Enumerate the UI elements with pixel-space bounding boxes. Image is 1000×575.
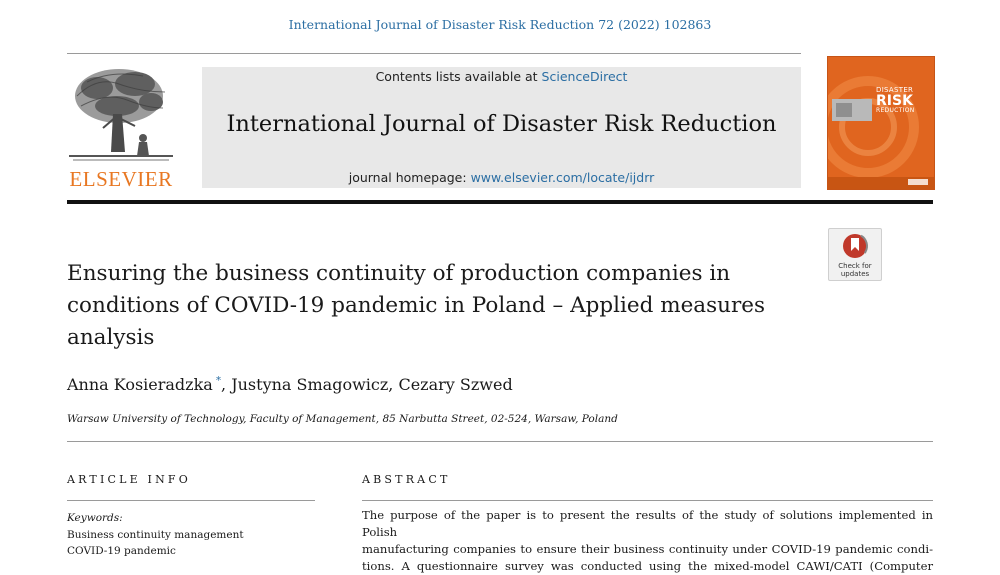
abstract-line: The purpose of the paper is to present the results of the study of solutions implemented in Polish (362, 508, 933, 539)
keyword-item: Business continuity management (67, 529, 244, 541)
cover-line3: REDUCTION (876, 107, 915, 114)
journal-cover-image[interactable] (827, 56, 935, 190)
author-name[interactable]: Justyna Smagowicz (231, 375, 389, 394)
keywords-list (67, 527, 244, 559)
author-list: Anna Kosieradzka *, Justyna Smagowicz, Cezary Szwed (67, 375, 513, 394)
sciencedirect-link[interactable]: ScienceDirect (541, 69, 628, 84)
author-name[interactable]: Anna Kosieradzka (67, 375, 213, 394)
author-affiliation: Warsaw University of Technology, Faculty of Management, 85 Narbutta Street, 02-524, Warsaw, Poland (67, 413, 618, 425)
banner-divider (67, 200, 933, 204)
header-divider (67, 53, 801, 54)
journal-banner (202, 67, 801, 188)
journal-title: International Journal of Disaster Risk Reduction (226, 111, 777, 137)
cover-title (876, 87, 915, 114)
keywords-label: Keywords: (67, 512, 123, 524)
abstract-line: manufacturing companies to ensure their business continuity under COVID-19 pandemic condi- (362, 542, 933, 556)
homepage-line (202, 170, 801, 185)
homepage-prefix: journal homepage: (348, 170, 471, 185)
elsevier-tree-logo-icon (67, 66, 175, 164)
author-name[interactable]: Cezary Szwed (398, 375, 513, 394)
article-info-divider (67, 500, 315, 501)
corresponding-author-mark[interactable]: * (216, 375, 222, 387)
section-divider (67, 441, 933, 442)
contents-line (202, 69, 801, 84)
journal-citation[interactable]: International Journal of Disaster Risk Reduction 72 (2022) 102863 (288, 17, 712, 32)
article-info-heading: ARTICLE INFO (67, 473, 191, 486)
crossmark-icon (829, 229, 881, 263)
cover-line1: DISASTER (876, 86, 914, 94)
cover-line2: RISK (876, 93, 913, 109)
publisher-name: ELSEVIER (69, 167, 173, 191)
homepage-link[interactable]: www.elsevier.com/locate/ijdrr (470, 170, 655, 185)
article-title: Ensuring the business continuity of production companies in conditions of COVID-19 pandemic in Poland – Applied measures analysis (67, 261, 766, 350)
check-for-updates-button[interactable] (828, 228, 882, 281)
keyword-item: COVID-19 pandemic (67, 545, 176, 557)
contents-prefix: Contents lists available at (375, 69, 542, 84)
abstract-divider (362, 500, 933, 501)
abstract-text (362, 507, 933, 575)
abstract-line: tions. A questionnaire survey was conducted using the mixed-model CAWI/CATI (Computer (362, 559, 933, 573)
abstract-heading: ABSTRACT (362, 473, 451, 486)
check-for-updates-label: Check for updates (838, 262, 872, 278)
